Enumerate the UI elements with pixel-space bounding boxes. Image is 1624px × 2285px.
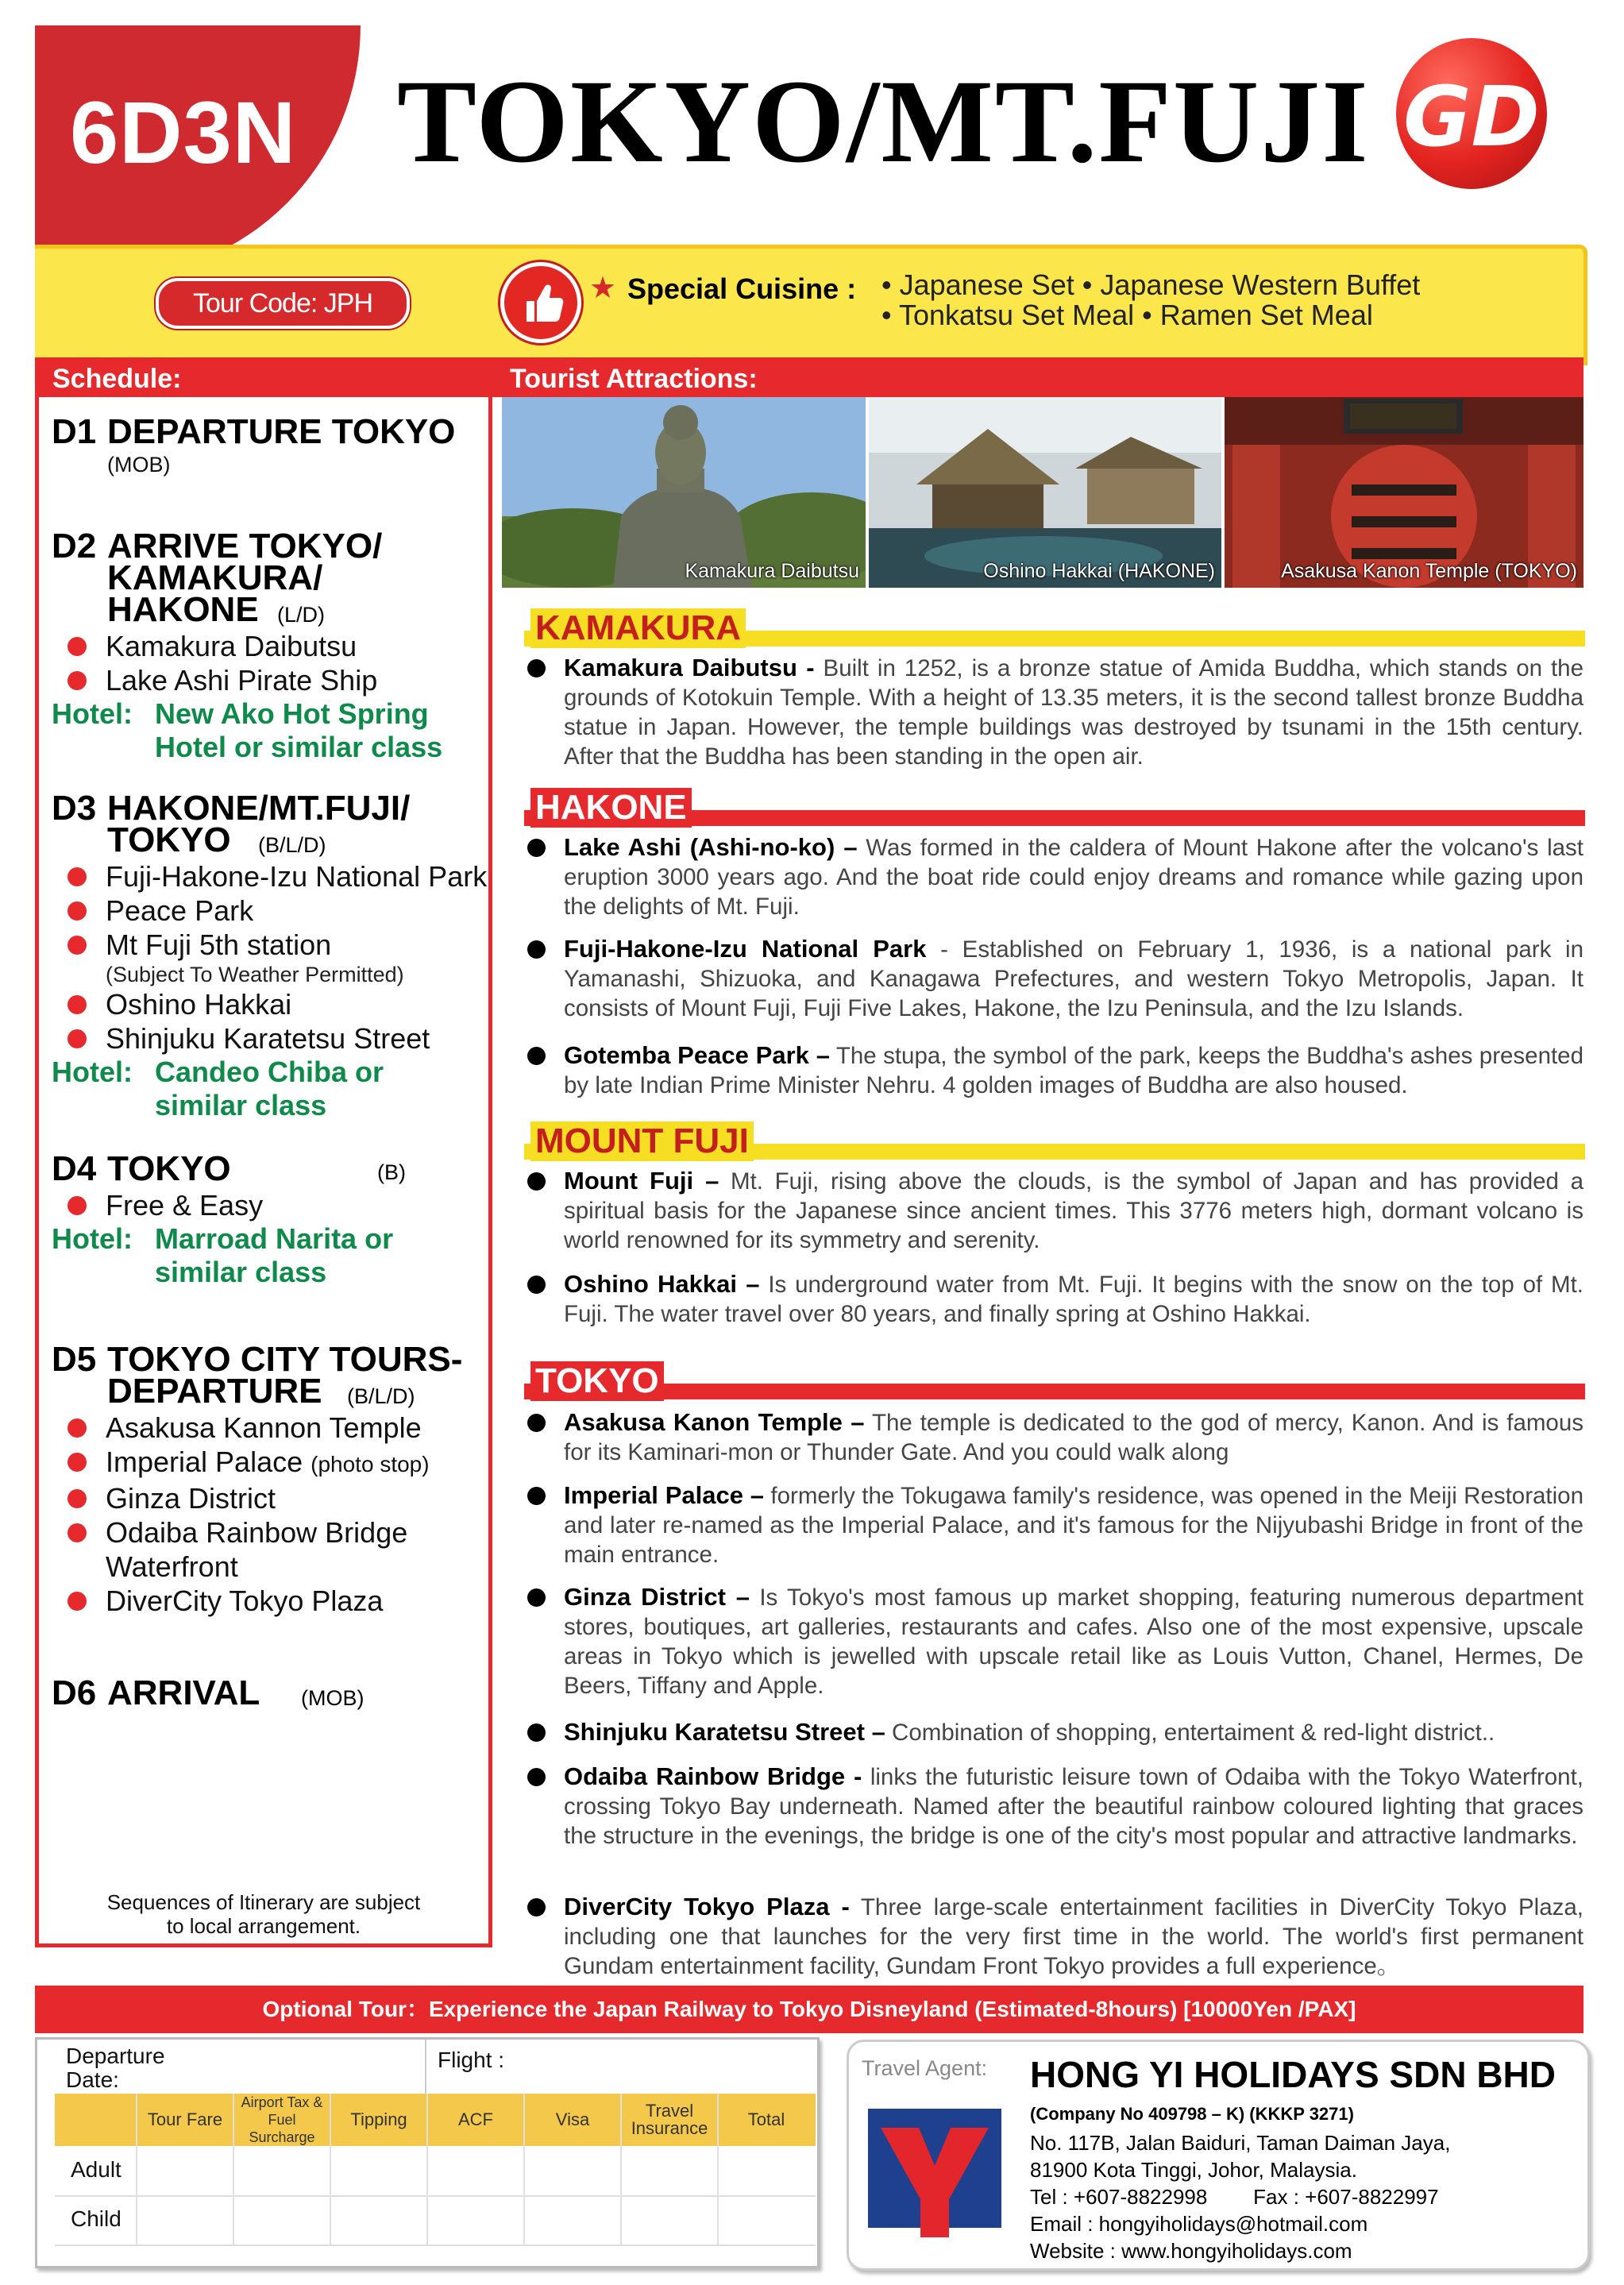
bullet-dot xyxy=(68,936,87,955)
cuisine-line: • Japanese Set • Japanese Western Buffet xyxy=(881,268,1421,301)
bullet-dot xyxy=(527,1172,546,1191)
bullet-dot xyxy=(68,637,87,656)
travel-agent-label: Travel Agent: xyxy=(862,2056,988,2080)
schedule-panel xyxy=(35,397,492,1947)
region-header-kamakura xyxy=(524,607,1585,647)
meal-code: (MOB) xyxy=(107,453,171,477)
column-divider xyxy=(136,2094,137,2244)
star-icon: ★ xyxy=(589,272,617,305)
attraction-body xyxy=(564,1892,1583,1981)
day-title xyxy=(52,1340,496,1411)
attraction-name: Asakusa Kanon Temple – xyxy=(564,1408,865,1436)
region-label: HAKONE xyxy=(530,788,692,828)
region-header-hakone xyxy=(524,786,1585,826)
day-heading: TOKYO CITY TOURS- DEPARTURE xyxy=(107,1340,463,1411)
attraction-description: The stupa, the symbol of the park, keeps the Buddha's ashes presented by late Indian Prime Minister Nehru. 4 golden images of Buddha are also housed. xyxy=(564,1043,1583,1098)
photo-kamakura-daibutsu xyxy=(502,397,866,588)
attraction-description: Built in 1252, is a bronze statue of Amida Buddha, which stands on the grounds of Kotokuin Temple. With a height of 13.35 meters, it is the second tallest bronze Buddha statue in Japan. However, the temple buildings was destroyed by tsunami in the 15th century. After that the Buddha has been standing in the open air. xyxy=(564,655,1583,770)
price-table-header xyxy=(55,2094,816,2146)
day-1 xyxy=(52,412,496,477)
itinerary-item xyxy=(52,1021,496,1056)
special-cuisine-label: Special Cuisine : xyxy=(627,272,857,305)
bullet-dot xyxy=(68,1453,87,1472)
attraction-name: Gotemba Peace Park – xyxy=(564,1041,830,1069)
hotel-name: Marroad Narita or similar class xyxy=(155,1222,394,1288)
bullet-dot xyxy=(527,839,546,857)
hong-yi-logo xyxy=(863,2104,1006,2247)
column-header: Visa xyxy=(555,2109,590,2129)
attraction-fuji-hakone-izu xyxy=(524,934,1583,1023)
optional-tour-banner: Optional Tour：Experience the Japan Railway to Tokyo Disneyland (Estimated-8hours) [10000Yen /PAX] xyxy=(35,1986,1583,2033)
day-title xyxy=(52,412,496,451)
itinerary-item-label: Kamakura Daibutsu xyxy=(106,630,357,662)
bullet-dot xyxy=(68,1418,87,1438)
day-items xyxy=(52,1411,496,1618)
itinerary-item-label: Asakusa Kannon Temple xyxy=(106,1411,422,1444)
itinerary-item-label: Fuji-Hakone-Izu National Park xyxy=(106,860,488,893)
day-items xyxy=(52,859,496,1056)
column-header: Airport Tax & Fuel Surcharge xyxy=(241,2094,323,2145)
attractions-header-label: Tourist Attractions: xyxy=(510,364,758,394)
attraction-body xyxy=(564,934,1583,1023)
day-6 xyxy=(52,1673,496,1712)
itinerary-item xyxy=(52,1584,496,1618)
column-header: Travel Insurance xyxy=(631,2101,708,2138)
bullet-dot xyxy=(527,1047,546,1065)
day-code: D5 xyxy=(52,1340,97,1379)
meal-code: (B) xyxy=(377,1160,406,1184)
bullet-dot xyxy=(68,671,87,690)
attraction-description: Mt. Fuji, rising above the clouds, is the symbol of Japan and has provided a spiritual basis for the Japanese since ancient times. This 3776 meters high, dormant volcano is world renowned for its symmetry and serenity. xyxy=(564,1168,1583,1253)
attraction-description: Was formed in the caldera of Mount Hakone after the volcano's last eruption 3000 years ago. And the boat ride could enjoy dreams and romance while gazing upon the delights of Mt. Fuji. xyxy=(564,835,1583,920)
bullet-dot xyxy=(527,1898,546,1916)
bullet-dot xyxy=(527,1414,546,1432)
attraction-body xyxy=(564,1166,1583,1255)
bullet-dot xyxy=(527,940,546,959)
duration-text: 6D3N xyxy=(70,84,297,182)
price-table xyxy=(35,2037,820,2268)
attraction-name: Shinjuku Karatetsu Street – xyxy=(564,1718,885,1746)
photo-asakusa-kanon-temple xyxy=(1225,397,1583,588)
photo-caption: Kamakura Daibutsu xyxy=(685,560,859,582)
day-code: D3 xyxy=(52,789,97,828)
meal-code: (B/L/D) xyxy=(347,1384,415,1408)
photo-caption: Oshino Hakkai (HAKONE) xyxy=(983,560,1215,582)
hotel-name: Candeo Chiba or similar class xyxy=(155,1056,384,1121)
bullet-dot xyxy=(527,1588,546,1607)
attraction-divercity-tokyo-plaza xyxy=(524,1892,1583,1981)
agent-website[interactable]: Website : www.hongyiholidays.com xyxy=(1030,2239,1352,2263)
itinerary-sequence-note: Sequences of Itinerary are subject to local arrangement. xyxy=(106,1890,421,1938)
travel-agent-box xyxy=(847,2040,1590,2271)
cuisine-list xyxy=(881,270,1564,330)
agent-address-line: 81900 Kota Tinggi, Johor, Malaysia. xyxy=(1030,2158,1357,2182)
row-label: Adult xyxy=(71,2157,122,2182)
day-heading: HAKONE/MT.FUJI/ TOKYO xyxy=(107,789,411,859)
itinerary-item xyxy=(52,1515,496,1584)
attraction-kamakura-daibutsu xyxy=(524,653,1583,771)
region-header-mount-fuji xyxy=(524,1120,1585,1160)
attraction-description: - Established on February 1, 1936, is a national park in Yamanashi, Shizuoka, and Kanagawa Prefectures, and western Tokyo Metropolis, Japan. It consists of Mount Fuji, Fuji Five Lakes, Hakone, the Izu Peninsula, and the Izu Islands. xyxy=(564,936,1583,1021)
region-header-tokyo xyxy=(524,1360,1585,1399)
attraction-body xyxy=(564,1269,1583,1329)
table-row xyxy=(55,2195,816,2246)
attraction-gotemba-peace-park xyxy=(524,1040,1583,1100)
hotel-info xyxy=(52,1056,496,1122)
hotel-info xyxy=(52,1222,496,1289)
attraction-description: formerly the Tokugawa family's residence, was opened in the Meiji Restoration and later re-named as the Imperial Palace, and it's famous for the Nijyubashi Bridge in front of the main entrance. xyxy=(564,1483,1583,1568)
bullet-dot xyxy=(68,901,87,921)
day-title xyxy=(52,789,496,859)
bullet-dot xyxy=(68,1592,87,1611)
duration-badge xyxy=(35,25,361,278)
schedule-header-label: Schedule: xyxy=(52,364,182,394)
bullet-dot xyxy=(527,1276,546,1294)
itinerary-item-label: Oshino Hakkai xyxy=(106,988,292,1021)
day-items xyxy=(52,629,496,697)
attraction-body xyxy=(564,1407,1583,1467)
day-code: D6 xyxy=(52,1673,97,1712)
weather-note: (Subject To Weather Permitted) xyxy=(106,963,404,986)
attraction-shinjuku-karatetsu xyxy=(524,1717,1583,1747)
itinerary-item xyxy=(52,1445,496,1481)
day-heading: TOKYO xyxy=(107,1149,231,1188)
column-header: Total xyxy=(747,2109,785,2129)
meal-code: (B/L/D) xyxy=(258,833,326,857)
thumbs-up-icon xyxy=(500,262,581,343)
day-heading: ARRIVAL xyxy=(107,1673,260,1712)
itinerary-item xyxy=(52,1481,496,1515)
bullet-dot xyxy=(527,659,546,677)
page-title: TOKYO/MT.FUJI xyxy=(397,56,1370,187)
itinerary-item-label: Odaiba Rainbow Bridge Waterfront xyxy=(106,1516,408,1583)
photo-oshino-hakkai xyxy=(869,397,1221,588)
column-divider xyxy=(426,2094,428,2244)
divider xyxy=(425,2040,426,2094)
attraction-name: DiverCity Tokyo Plaza - xyxy=(564,1893,850,1920)
column-divider xyxy=(233,2094,234,2244)
hotel-label: Hotel: xyxy=(52,697,133,730)
itinerary-item xyxy=(52,987,496,1021)
tour-code-badge: Tour Code: JPH xyxy=(156,278,410,329)
column-header: Tipping xyxy=(350,2109,407,2129)
itinerary-item xyxy=(52,894,496,928)
region-label: KAMAKURA xyxy=(530,608,746,648)
attraction-name: Ginza District – xyxy=(564,1583,750,1611)
attraction-body xyxy=(564,832,1583,921)
cuisine-line: • Tonkatsu Set Meal • Ramen Set Meal xyxy=(881,299,1373,331)
itinerary-item-label: Shinjuku Karatetsu Street xyxy=(106,1022,430,1055)
row-label: Child xyxy=(71,2206,122,2231)
attraction-imperial-palace xyxy=(524,1480,1583,1569)
itinerary-item-label: Mt Fuji 5th station xyxy=(106,928,332,961)
bullet-dot xyxy=(68,1196,87,1215)
column-header: ACF xyxy=(458,2109,493,2129)
attraction-name: Lake Ashi (Ashi-no-ko) – xyxy=(564,833,858,861)
attraction-body xyxy=(564,1040,1583,1100)
hotel-label: Hotel: xyxy=(52,1056,133,1088)
flight-label: Flight : xyxy=(438,2048,505,2072)
day-title xyxy=(52,527,496,629)
region-bar xyxy=(524,1384,1585,1399)
photo-stop-note: (photo stop) xyxy=(311,1452,430,1476)
attraction-description: Combination of shopping, entertaiment & red-light district.. xyxy=(892,1720,1495,1746)
attraction-name: Oshino Hakkai – xyxy=(564,1270,760,1298)
day-code: D1 xyxy=(52,412,97,451)
attraction-body xyxy=(564,1762,1583,1851)
attraction-name: Odaiba Rainbow Bridge - xyxy=(564,1762,862,1790)
attraction-body xyxy=(564,653,1583,771)
column-divider xyxy=(717,2094,719,2244)
itinerary-item-label: Imperial Palace xyxy=(106,1445,303,1478)
gd-logo xyxy=(1396,38,1547,189)
bullet-dot xyxy=(68,1523,87,1542)
meal-code: (MOB) xyxy=(301,1686,365,1710)
bullet-dot xyxy=(527,1487,546,1505)
attraction-body xyxy=(564,1480,1583,1569)
hotel-name: New Ako Hot Spring Hotel or similar class xyxy=(155,697,443,763)
attractions-header xyxy=(492,357,1583,397)
attraction-name: Kamakura Daibutsu - xyxy=(564,654,815,681)
attraction-odaiba-rainbow-bridge xyxy=(524,1762,1583,1851)
itinerary-item xyxy=(52,629,496,663)
itinerary-item-label: Lake Ashi Pirate Ship xyxy=(106,664,378,697)
attraction-name: Fuji-Hakone-Izu National Park xyxy=(564,935,927,963)
bullet-dot xyxy=(527,1723,546,1742)
itinerary-item xyxy=(52,859,496,894)
meal-code: (L/D) xyxy=(277,603,325,627)
day-heading: ARRIVE TOKYO/ KAMAKURA/ HAKONE xyxy=(107,527,383,629)
attraction-body xyxy=(564,1582,1583,1700)
itinerary-item-label: Free & Easy xyxy=(106,1189,264,1222)
bullet-dot xyxy=(68,1489,87,1508)
day-2 xyxy=(52,527,496,764)
departure-date-label: Departure Date: xyxy=(66,2044,165,2092)
day-code: D2 xyxy=(52,527,97,565)
attraction-description: Three large-scale entertainment facilities in DiverCity Tokyo Plaza, including one that launches for the very first time in the world. The world's first permanent Gundam entertainment facility, Gundam Front Tokyo provides a full experience。 xyxy=(564,1894,1583,1979)
attraction-description: The temple is dedicated to the god of mercy, Kanon. And is famous for its Kaminari-mon or Thunder Gate. And you could walk along xyxy=(564,1410,1583,1465)
itinerary-item xyxy=(52,928,496,962)
attraction-name: Mount Fuji – xyxy=(564,1167,719,1195)
table-row xyxy=(55,2146,816,2197)
region-label: MOUNT FUJI xyxy=(530,1121,754,1161)
attraction-description: Is underground water from Mt. Fuji. It begins with the snow on the top of Mt. Fuji. The water travel over 80 years, and finally spring at Oshino Hakkai. xyxy=(564,1272,1583,1327)
bullet-dot xyxy=(68,995,87,1014)
attraction-body xyxy=(564,1717,1583,1747)
column-divider xyxy=(330,2094,331,2244)
column-header: Tour Fare xyxy=(147,2109,223,2129)
attraction-lake-ashi xyxy=(524,832,1583,921)
bullet-dot xyxy=(68,867,87,886)
agent-company-name: HONG YI HOLIDAYS SDN BHD xyxy=(1030,2054,1556,2095)
attraction-asakusa-kanon-temple xyxy=(524,1407,1583,1467)
day-4 xyxy=(52,1149,496,1289)
attraction-description: links the futuristic leisure town of Odaiba with the Tokyo Waterfront, crossing Tokyo Bay underneath. Named after the beautiful rainbow coloured lighting that graces the structure in the evenings, the bridge is one of the city's most popular and attractive landmarks. xyxy=(564,1764,1583,1849)
hotel-label: Hotel: xyxy=(52,1222,133,1255)
bullet-dot xyxy=(68,1029,87,1048)
bullet-dot xyxy=(527,1768,546,1786)
day-code: D4 xyxy=(52,1149,97,1188)
day-title xyxy=(52,1673,496,1712)
day-title xyxy=(52,1149,496,1188)
attraction-mount-fuji xyxy=(524,1166,1583,1255)
attraction-name: Imperial Palace – xyxy=(564,1481,764,1509)
attraction-oshino-hakkai xyxy=(524,1269,1583,1329)
attraction-ginza-district xyxy=(524,1582,1583,1700)
agent-address-line: No. 117B, Jalan Baiduri, Taman Daiman Jaya, xyxy=(1030,2131,1451,2155)
hotel-info xyxy=(52,697,496,764)
itinerary-item xyxy=(52,1411,496,1445)
column-divider xyxy=(523,2094,525,2244)
itinerary-item xyxy=(52,1188,496,1222)
itinerary-item-label: DiverCity Tokyo Plaza xyxy=(106,1584,384,1617)
schedule-header xyxy=(35,357,492,397)
column-divider xyxy=(620,2094,622,2244)
attraction-description: Is Tokyo's most famous up market shopping, featuring numerous department stores, boutiques, art galleries, restaurants and cafes. Also one of the most expensive, upscale areas in Tokyo which is jewelled with upscale retail like as Louis Vutton, Chanel, Hermes, De Beers, Tiffany and Apple. xyxy=(564,1584,1583,1699)
gd-logo-text: GD xyxy=(1403,68,1540,165)
day-items xyxy=(52,1188,496,1222)
itinerary-item-label: Ginza District xyxy=(106,1482,276,1515)
photo-caption: Asakusa Kanon Temple (TOKYO) xyxy=(1281,560,1577,582)
itinerary-item xyxy=(52,663,496,697)
day-heading: DEPARTURE TOKYO xyxy=(107,412,456,451)
agent-phone: Tel : +607-8822998 Fax : +607-8822997 xyxy=(1030,2185,1439,2209)
agent-email[interactable]: Email : hongyiholidays@hotmail.com xyxy=(1030,2212,1368,2236)
itinerary-item-label: Peace Park xyxy=(106,894,254,927)
agent-company-number: (Company No 409798 – K) (KKKP 3271) xyxy=(1030,2104,1354,2124)
region-label: TOKYO xyxy=(530,1361,664,1401)
day-3 xyxy=(52,789,496,1122)
day-5 xyxy=(52,1340,496,1618)
